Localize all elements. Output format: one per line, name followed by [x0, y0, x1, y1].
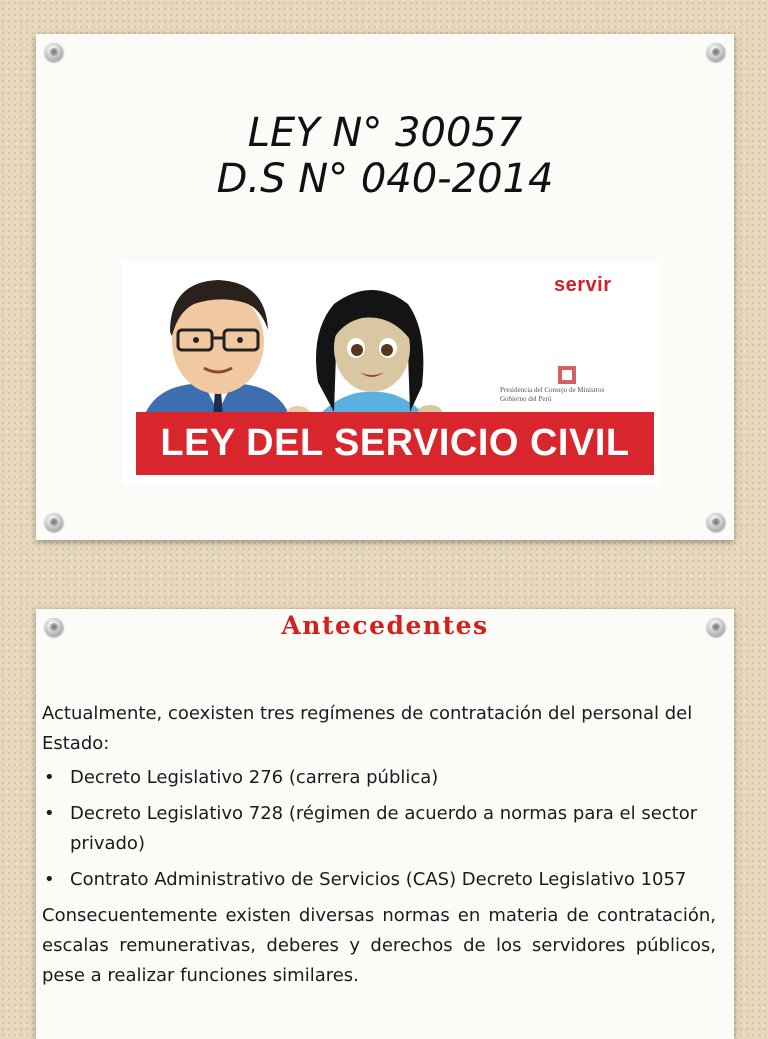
slide-title [36, 34, 734, 540]
servir-logo: servir [554, 274, 612, 296]
intro-paragraph: Actualmente, coexisten tres regímenes de contratación del personal del Estado: [42, 703, 693, 754]
regimes-list [42, 763, 716, 895]
slide-body [42, 699, 716, 991]
screw-icon [45, 43, 63, 61]
title-line-law: LEY N° 30057 [247, 110, 523, 156]
servicio-civil-banner [122, 262, 660, 486]
institution-text: Presidencia del Consejo de Ministros Gobierno del Perú [500, 386, 605, 403]
list-item: • Decreto Legislativo 728 (régimen de acuerdo a normas para el sector privado) [42, 799, 716, 859]
screw-icon [707, 43, 725, 61]
banner-title: LEY DEL SERVICIO CIVIL [136, 412, 654, 475]
conclusion-paragraph: Consecuentemente existen diversas normas en materia de contratación, escalas remunerativas, deberes y derechos de los servidores públicos, pese a realizar funciones similares. [42, 905, 716, 986]
list-item: • Decreto Legislativo 276 (carrera pública) [42, 763, 716, 793]
woman-character-icon [316, 290, 442, 419]
section-heading: Antecedentes [281, 611, 489, 640]
coat-of-arms-icon [558, 366, 576, 384]
list-item: • Contrato Administrativo de Servicios (CAS) Decreto Legislativo 1057 [42, 865, 716, 895]
screw-icon [707, 513, 725, 531]
slide-antecedentes [36, 609, 734, 1039]
screw-icon [45, 513, 63, 531]
title-line-decree: D.S N° 040-2014 [216, 156, 554, 202]
slide-title-text [36, 110, 734, 202]
